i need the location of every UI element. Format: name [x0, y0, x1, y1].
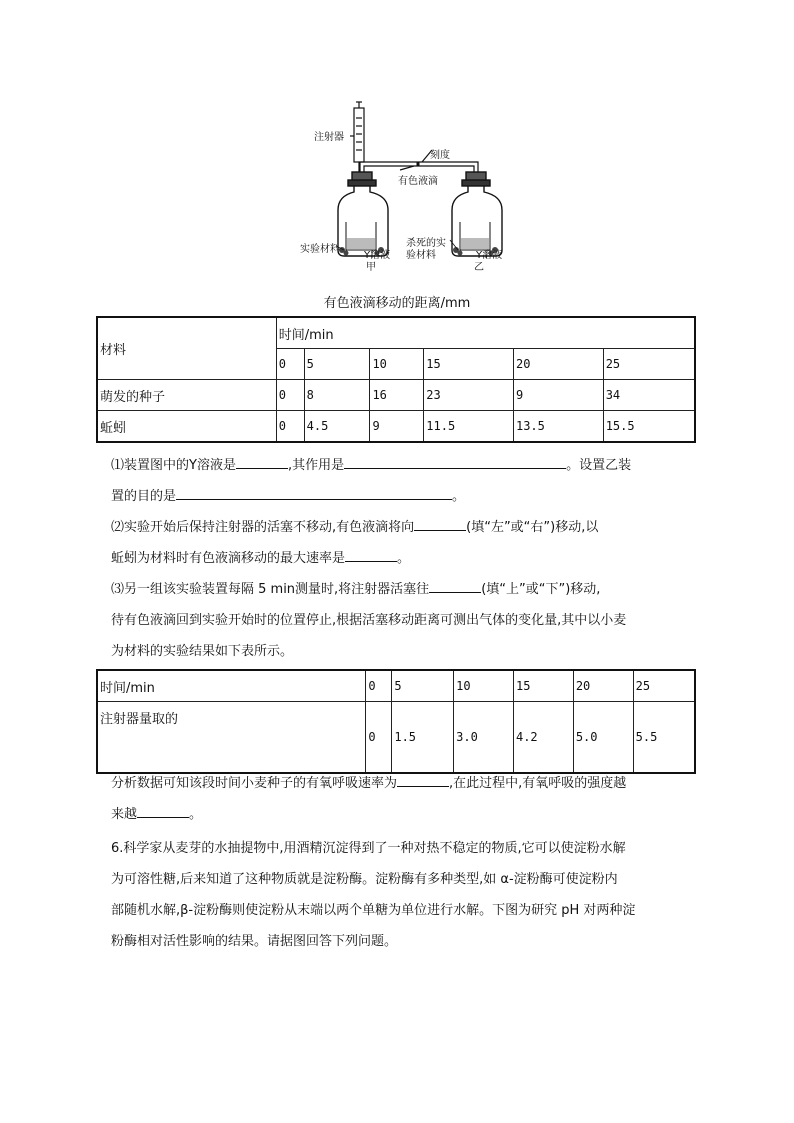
- analysis-text-b: ,在此过程中,有氧呼吸的强度越: [449, 776, 627, 791]
- q1-text-d: 置的目的是: [111, 489, 177, 504]
- question-2-line-1: [111, 518, 701, 538]
- question-6-line-4: 粉酶相对活性影响的结果。请据图回答下列问题。: [111, 934, 398, 949]
- time-cell: 0: [276, 349, 304, 380]
- value-cell: 4.2: [513, 702, 573, 774]
- q2-text-d: 。: [397, 551, 411, 566]
- value-cell: 1.5: [392, 702, 454, 774]
- question-6-line-2: 为可溶性糖,后来知道了这种物质就是淀粉酶。淀粉酶有多种类型,如 α-淀粉酶可使淀粉内: [111, 872, 618, 887]
- question-6-line-1: 6.科学家从麦芽的水抽提物中,用酒精沉淀得到了一种对热不稳定的物质,它可以使淀粉水解: [111, 841, 626, 856]
- label-droplet: 有色液滴: [398, 176, 438, 187]
- label-yi: 乙: [474, 262, 484, 273]
- value-cell: 8: [304, 380, 370, 411]
- time-cell: 10: [370, 349, 424, 380]
- value-cell: 0: [276, 380, 304, 411]
- time-header: 时间/min: [97, 670, 366, 702]
- label-syringe: 注射器: [314, 132, 344, 143]
- time-cell: 25: [633, 670, 695, 702]
- question-2-line-2: [111, 549, 701, 569]
- answer-blank[interactable]: [236, 456, 288, 469]
- label-jia: 甲: [366, 262, 376, 273]
- row-label: 注射器量取的: [97, 702, 366, 774]
- value-cell: 0: [366, 702, 392, 774]
- label-material: 实验材料: [300, 244, 340, 255]
- apparatus-figure: [300, 100, 520, 275]
- analysis-line-1: [111, 774, 701, 794]
- answer-blank[interactable]: [344, 456, 566, 469]
- q1-text-e: 。: [452, 489, 466, 504]
- q2-text-a: ⑵实验开始后保持注射器的活塞不移动,有色液滴将向: [111, 520, 415, 535]
- table-droplet-distance: [96, 316, 696, 443]
- time-cell: 15: [424, 349, 514, 380]
- analysis-text-a: 分析数据可知该段时间小麦种子的有氧呼吸速率为: [111, 776, 398, 791]
- analysis-text-d: 。: [189, 807, 203, 822]
- answer-blank[interactable]: [137, 805, 189, 818]
- value-cell: 15.5: [603, 411, 695, 443]
- value-cell: 4.5: [304, 411, 370, 443]
- question-1-line-2: [111, 487, 701, 507]
- value-cell: 16: [370, 380, 424, 411]
- q1-text-c: 。设置乙装: [566, 458, 632, 473]
- time-cell: 20: [513, 349, 603, 380]
- row-label: 蚯蚓: [97, 411, 276, 443]
- value-cell: 3.0: [454, 702, 514, 774]
- time-cell: 0: [366, 670, 392, 702]
- value-cell: 9: [370, 411, 424, 443]
- label-y-left: Y溶液: [364, 250, 391, 261]
- value-cell: 5.0: [573, 702, 633, 774]
- question-3-line-3: 为材料的实验结果如下表所示。: [111, 644, 294, 659]
- label-dead-2: 验材料: [406, 250, 436, 261]
- value-cell: 9: [513, 380, 603, 411]
- value-cell: 13.5: [513, 411, 603, 443]
- table-row: [97, 380, 695, 411]
- time-cell: 10: [454, 670, 514, 702]
- table-row: [97, 317, 695, 349]
- row-label: 萌发的种子: [97, 380, 276, 411]
- time-cell: 5: [392, 670, 454, 702]
- value-cell: 11.5: [424, 411, 514, 443]
- analysis-line-2: [111, 805, 701, 825]
- answer-blank[interactable]: [429, 580, 481, 593]
- table-row: [97, 411, 695, 443]
- question-3-line-1: [111, 580, 701, 600]
- time-cell: 15: [513, 670, 573, 702]
- time-cell: 25: [603, 349, 695, 380]
- question-1-line-1: [111, 456, 701, 476]
- answer-blank[interactable]: [345, 549, 397, 562]
- analysis-text-c: 来越: [111, 807, 138, 822]
- question-3-line-2: 待有色液滴回到实验开始时的位置停止,根据活塞移动距离可测出气体的变化量,其中以小麦: [111, 613, 627, 628]
- apparatus-diagram: [300, 100, 520, 275]
- table-row: [97, 702, 695, 774]
- label-scale: 刻度: [430, 150, 450, 161]
- q3-text-b: (填“上”或“下”)移动,: [481, 582, 601, 597]
- q2-text-c: 蚯蚓为材料时有色液滴移动的最大速率是: [111, 551, 346, 566]
- answer-blank[interactable]: [414, 518, 466, 531]
- value-cell: 23: [424, 380, 514, 411]
- table-row: [97, 670, 695, 702]
- value-cell: 0: [276, 411, 304, 443]
- material-header: 材料: [97, 317, 276, 380]
- question-6-line-3: 部随机水解,β-淀粉酶则使淀粉从末端以两个单糖为单位进行水解。下图为研究 pH 对两种淀: [111, 903, 636, 918]
- table1-caption: 有色液滴移动的距离/mm: [323, 296, 471, 311]
- bottle-jia-drawing: [338, 172, 388, 256]
- time-cell: 5: [304, 349, 370, 380]
- answer-blank[interactable]: [397, 774, 449, 787]
- value-cell: 5.5: [633, 702, 695, 774]
- time-header: 时间/min: [276, 317, 695, 349]
- time-cell: 20: [573, 670, 633, 702]
- q3-text-a: ⑶另一组该实验装置每隔 5 min测量时,将注射器活塞往: [111, 582, 430, 597]
- answer-blank[interactable]: [176, 487, 452, 500]
- tube-drawing: [360, 150, 478, 176]
- bottle-yi-drawing: [452, 172, 502, 256]
- label-y-right: Y溶液: [476, 250, 503, 261]
- q1-text-a: ⑴装置图中的Y溶液是: [111, 458, 236, 473]
- q2-text-b: (填“左”或“右”)移动,以: [466, 520, 599, 535]
- label-dead-1: 杀死的实: [406, 238, 446, 249]
- table-syringe-volume: [96, 669, 696, 774]
- value-cell: 34: [603, 380, 695, 411]
- q1-text-b: ,其作用是: [287, 458, 345, 473]
